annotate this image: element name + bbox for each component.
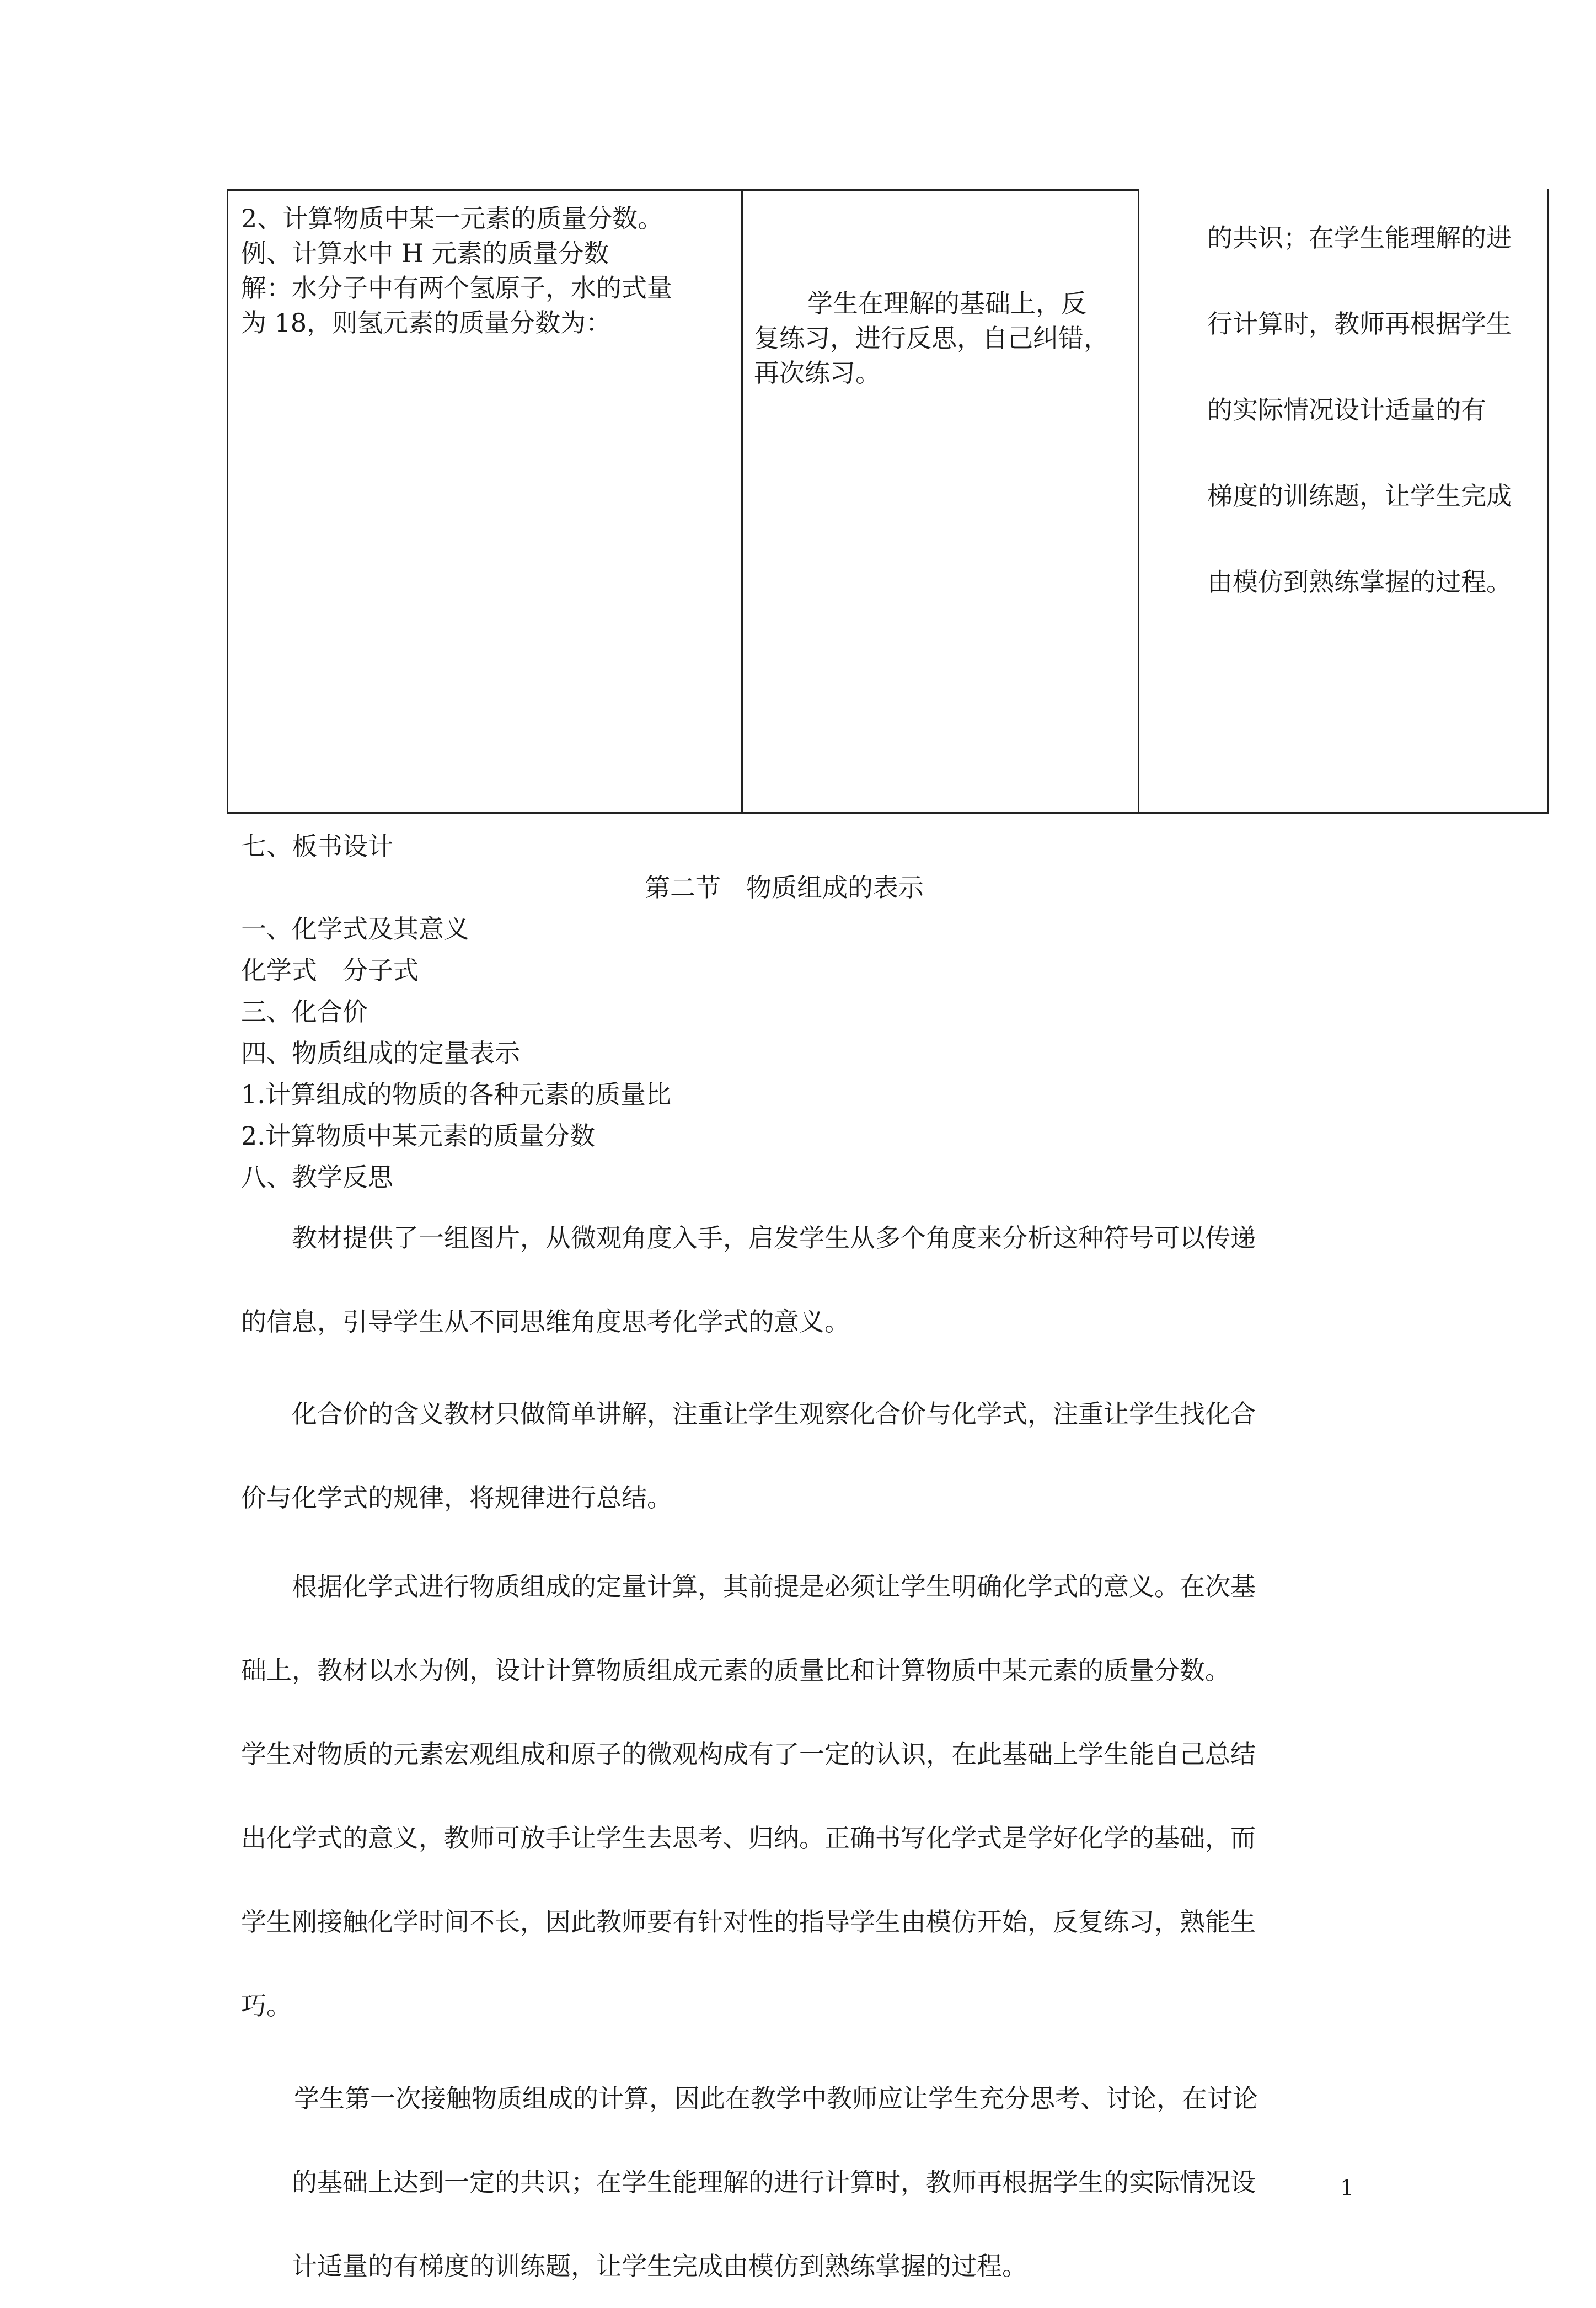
page-number: 1 bbox=[1340, 2176, 1354, 2201]
board-line-3: 三、化合价 bbox=[241, 997, 368, 1027]
board-line-6: 2.计算物质中某元素的质量分数 bbox=[241, 1121, 595, 1151]
board-line-4: 四、物质组成的定量表示 bbox=[241, 1038, 520, 1068]
board-line-5: 1.计算组成的物质的各种元素的质量比 bbox=[241, 1080, 671, 1109]
p1-line-1: 教材提供了一组图片，从微观角度入手，启发学生从多个角度来分析这种符号可以传递 bbox=[292, 1223, 1256, 1253]
col3-line-2: 行计算时，教师再根据学生 bbox=[1207, 309, 1512, 339]
p3-line-5: 学生刚接触化学时间不长，因此教师要有针对性的指导学生由模仿开始，反复练习，熟能生 bbox=[241, 1907, 1256, 1937]
col3-line-3: 的实际情况设计适量的有 bbox=[1207, 395, 1486, 425]
p3-line-4: 出化学式的意义，教师可放手让学生去思考、归纳。正确书写化学式是学好化学的基础，而 bbox=[241, 1823, 1256, 1853]
table-right-border bbox=[1547, 189, 1549, 814]
table-col3 bbox=[1207, 195, 1512, 625]
p3-line-3: 学生对物质的元素宏观组成和原子的微观构成有了一定的认识，在此基础上学生能自己总结 bbox=[241, 1739, 1256, 1769]
reflection-paragraph-4 bbox=[292, 2056, 1258, 2308]
table-col2 bbox=[754, 286, 1109, 391]
col1-line-1: 2、计算物质中某一元素的质量分数。 bbox=[241, 204, 663, 233]
col1-line-4: 为 18，则氢元素的质量分数为： bbox=[241, 308, 612, 338]
col2-line-1: 学生在理解的基础上，反 bbox=[807, 288, 1086, 318]
p3-line-6: 巧。 bbox=[241, 1991, 292, 2021]
board-line-2: 化学式 分子式 bbox=[241, 955, 419, 985]
table-top-border bbox=[227, 189, 1139, 191]
reflection-paragraph-1 bbox=[241, 1196, 1256, 1364]
table-left-border bbox=[227, 189, 228, 814]
col3-line-4: 梯度的训练题，让学生完成 bbox=[1207, 481, 1512, 511]
board-heading: 七、板书设计 bbox=[241, 831, 393, 861]
p2-line-1: 化合价的含义教材只做简单讲解，注重让学生观察化合价与化学式，注重让学生找化合 bbox=[292, 1399, 1256, 1429]
table-divider-1 bbox=[741, 189, 743, 814]
col1-line-2: 例、计算水中 H 元素的质量分数 bbox=[241, 238, 609, 268]
reflection-paragraph-2 bbox=[241, 1372, 1256, 1540]
col3-line-1: 的共识；在学生能理解的进 bbox=[1207, 223, 1512, 253]
board-title: 第二节 物质组成的表示 bbox=[645, 873, 924, 902]
board-line-1: 一、化学式及其意义 bbox=[241, 914, 469, 944]
p1-line-2: 的信息，引导学生从不同思维角度思考化学式的意义。 bbox=[241, 1307, 850, 1337]
col1-line-3: 解：水分子中有两个氢原子，水的式量 bbox=[241, 273, 672, 303]
p2-line-2: 价与化学式的规律，将规律进行总结。 bbox=[241, 1483, 672, 1513]
p3-line-1: 根据化学式进行物质组成的定量计算，其前提是必须让学生明确化学式的意义。在次基 bbox=[292, 1572, 1256, 1601]
p4-line-3: 计适量的有梯度的训练题，让学生完成由模仿到熟练掌握的过程。 bbox=[292, 2251, 1027, 2281]
table-bottom-border bbox=[227, 812, 1549, 814]
p4-line-1: 学生第一次接触物质组成的计算，因此在教学中教师应让学生充分思考、讨论，在讨论 bbox=[294, 2083, 1258, 2113]
col2-line-2: 复练习，进行反思，自己纠错， bbox=[754, 323, 1109, 353]
p4-line-2: 的基础上达到一定的共识；在学生能理解的进行计算时，教师再根据学生的实际情况设 bbox=[292, 2167, 1256, 2197]
reflection-heading: 八、教学反思 bbox=[241, 1162, 393, 1192]
table-col1 bbox=[241, 201, 672, 340]
col2-line-3: 再次练习。 bbox=[754, 358, 881, 388]
p3-line-2: 础上，教材以水为例，设计计算物质组成元素的质量比和计算物质中某元素的质量分数。 bbox=[241, 1655, 1230, 1685]
table-divider-2 bbox=[1138, 189, 1139, 814]
reflection-paragraph-3 bbox=[241, 1545, 1256, 2048]
col3-line-5: 由模仿到熟练掌握的过程。 bbox=[1207, 567, 1512, 597]
